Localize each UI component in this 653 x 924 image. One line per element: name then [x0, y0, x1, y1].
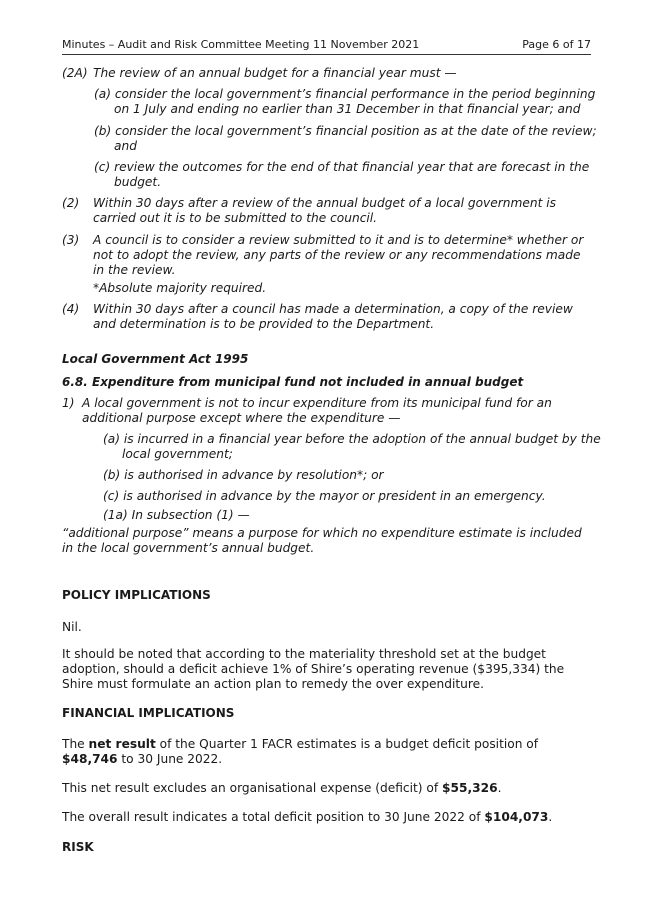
text-run: to 30 June 2022.	[117, 752, 223, 766]
clause-label: (2)	[62, 196, 80, 210]
clause-2a-a: (a) consider the local government’s financial performance in the period beginning on 1 July and ending no earlier than 31 December in that financial year; and	[94, 87, 596, 116]
financial-overall-text	[62, 810, 592, 825]
text-run: The overall result indicates a total deficit position to 30 June 2022 of	[62, 810, 485, 824]
lga-heading: Local Government Act 1995	[62, 352, 249, 366]
clause-text: A council is to consider a review submitted to it and is to determine* whether or not to adopt the review, any parts of the review or any recommendations made in the review.	[93, 233, 584, 277]
page-number: Page 6 of 17	[522, 38, 591, 51]
text-run: of the Quarter 1 FACR estimates is a budget deficit position of	[155, 737, 539, 751]
clause-4	[62, 302, 592, 332]
clause-2a	[62, 66, 592, 81]
clause-label: 1)	[62, 396, 75, 410]
financial-excludes-text	[62, 781, 592, 796]
organisational-expense-amount: $55,326	[442, 781, 498, 795]
clause-text: Within 30 days after a council has made a determination, a copy of the review and determination is to be provided to the Department.	[93, 302, 573, 331]
text-run: This net result excludes an organisational expense (deficit) of	[62, 781, 443, 795]
clause-text: Within 30 days after a review of the annual budget of a local government is carried out it is to be submitted to the council.	[93, 196, 556, 225]
risk-heading: RISK	[62, 840, 94, 854]
clause-6-8-1	[62, 396, 592, 426]
header-title: Minutes – Audit and Risk Committee Meeting 11 November 2021	[62, 38, 420, 51]
policy-nil: Nil.	[62, 620, 82, 634]
page-header	[62, 38, 591, 55]
clause-2	[62, 196, 592, 226]
clause-text: A local government is not to incur expenditure from its municipal fund for an additional purpose except where the expenditure —	[82, 396, 552, 425]
clause-label: (4)	[62, 302, 80, 316]
clause-6-8-a: (a) is incurred in a financial year before the adoption of the annual budget by the local government;	[103, 432, 601, 461]
policy-implications-heading: POLICY IMPLICATIONS	[62, 588, 211, 602]
text-run: .	[548, 810, 553, 824]
clause-6-8-b: (b) is authorised in advance by resolution*; or	[103, 468, 384, 482]
text-run: .	[497, 781, 502, 795]
clause-2a-b: (b) consider the local government’s financial position as at the date of the review; and	[94, 124, 597, 153]
section-6-8-heading: 6.8. Expenditure from municipal fund not included in annual budget	[62, 375, 524, 389]
clause-2a-c: (c) review the outcomes for the end of that financial year that are forecast in the budget.	[94, 160, 590, 189]
clause-label: (2A)	[62, 66, 88, 80]
additional-purpose-definition: “additional purpose” means a purpose for which no expenditure estimate is included in the local government’s annual budget.	[62, 526, 582, 555]
clause-text: The review of an annual budget for a financial year must —	[93, 66, 457, 80]
total-deficit-amount: $104,073	[484, 810, 549, 824]
net-result-term: net result	[88, 737, 156, 751]
text-run: The	[62, 737, 89, 751]
financial-net-result-text	[62, 737, 592, 767]
clause-3	[62, 233, 592, 278]
clause-label: (3)	[62, 233, 80, 247]
absolute-majority-note: *Absolute majority required.	[93, 281, 267, 295]
clause-6-8-c: (c) is authorised in advance by the mayor or president in an emergency.	[103, 489, 546, 503]
deficit-amount: $48,746	[62, 752, 118, 766]
clause-6-8-1a: (1a) In subsection (1) —	[103, 508, 250, 522]
financial-implications-heading: FINANCIAL IMPLICATIONS	[62, 706, 235, 720]
policy-materiality-text: It should be noted that according to the materiality threshold set at the budget adoption, should a deficit achieve 1% of Shire’s operating revenue ($395,334) the Shire must formulate an action plan to remedy the over expenditure.	[62, 647, 565, 691]
